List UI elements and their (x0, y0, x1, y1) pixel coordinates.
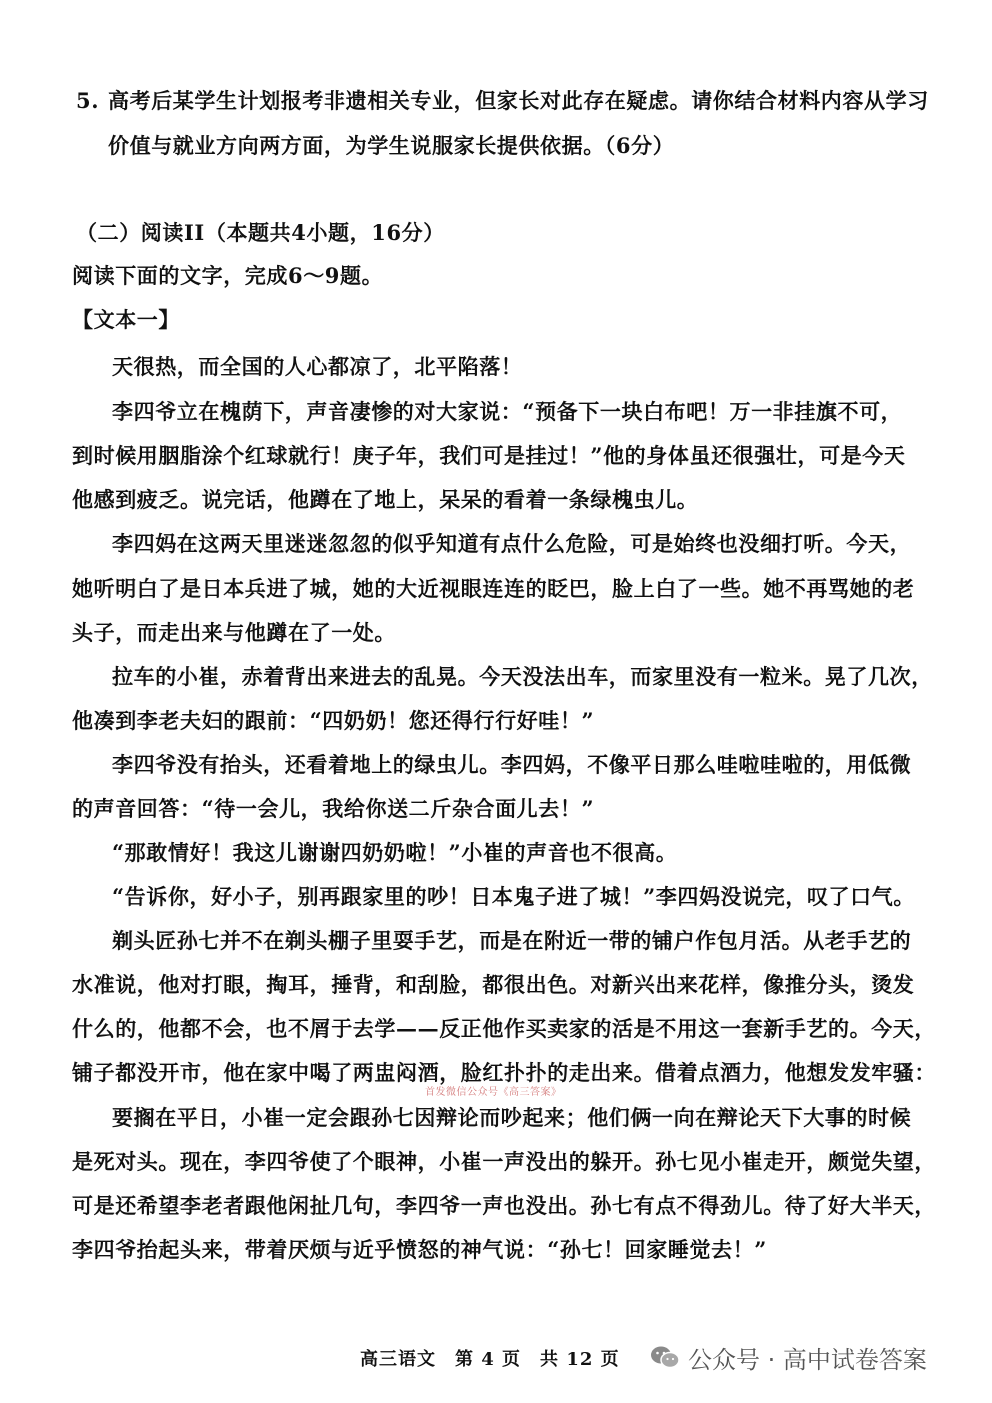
section-instruction: 阅读下面的文字，完成6～9题。 (72, 263, 384, 288)
brand-text: 公众号 · 高中试卷答案 (688, 1346, 927, 1374)
passage-line: 是死对头。现在，李四爷使了个眼神，小崔一声没出的躲开。孙七见小崔走开，颇觉失望， (72, 1149, 936, 1174)
passage-line: 李四爷没有抬头，还看着地上的绿虫儿。李四妈，不像平日那么哇啦哇啦的，用低微 (112, 752, 912, 777)
passage-line: 李四爷立在槐荫下，声音凄惨的对大家说：“预备下一块白布吧！万一非挂旗不可， (112, 399, 903, 424)
question-text-line-2: 价值与就业方向两方面，为学生说服家长提供依据。（6分） (108, 133, 675, 158)
brand-badge (650, 1340, 927, 1375)
passage-line: 李四妈在这两天里迷迷忽忽的似乎知道有点什么危险，可是始终也没细打听。今天， (112, 531, 912, 556)
question-number: 5. (76, 88, 100, 113)
passage-line: “那敢情好！我这儿谢谢四奶奶啦！”小崔的声音也不很高。 (112, 840, 678, 865)
passage-line: 要搁在平日，小崔一定会跟孙七因辩论而吵起来；他们俩一向在辩论天下大事的时候 (112, 1105, 912, 1130)
passage-line: 李四爷抬起头来，带着厌烦与近乎愤怒的神气说：“孙七！回家睡觉去！” (72, 1237, 767, 1262)
passage-line: 他感到疲乏。说完话，他蹲在了地上，呆呆的看着一条绿槐虫儿。 (72, 487, 699, 512)
question-text-line-1: 高考后某学生计划报考非遗相关专业，但家长对此存在疑虑。请你结合材料内容从学习 (108, 88, 929, 113)
passage-line: “告诉你，好小子，别再跟家里的吵！日本鬼子进了城！”李四妈没说完，叹了口气。 (112, 884, 915, 909)
watermark-text: 首发微信公众号《高三答案》 (425, 1087, 562, 1098)
passage-line: 天很热，而全国的人心都凉了，北平陷落！ (112, 354, 523, 379)
passage-line: 到时候用胭脂涂个红球就行！庚子年，我们可是挂过！”他的身体虽还很强壮，可是今天 (72, 443, 906, 468)
passage-line: 她听明白了是日本兵进了城，她的大近视眼连连的眨巴，脸上白了一些。她不再骂她的老 (72, 576, 915, 601)
passage-line: 的声音回答：“待一会儿，我给你送二斤杂合面儿去！” (72, 796, 595, 821)
text-label: 【文本一】 (72, 307, 180, 332)
passage-line: 剃头匠孙七并不在剃头棚子里耍手艺，而是在附近一带的铺户作包月活。从老手艺的 (112, 928, 912, 953)
passage-line: 铺子都没开市，他在家中喝了两盅闷酒，脸红扑扑的走出来。借着点酒力，他想发发牢骚： (72, 1060, 936, 1085)
wechat-icon (650, 1345, 680, 1371)
page-footer: 高三语文 第 4 页 共 12 页 (360, 1349, 620, 1370)
passage-line: 他凑到李老夫妇的跟前：“四奶奶！您还得行行好哇！” (72, 708, 595, 733)
passage-line: 可是还希望李老者跟他闲扯几句，李四爷一声也没出。孙七有点不得劲儿。待了好大半天， (72, 1193, 936, 1218)
section-heading: （二）阅读II（本题共4小题，16分） (76, 220, 445, 245)
passage-line: 头子，而走出来与他蹲在了一处。 (72, 620, 396, 645)
passage-line: 水准说，他对打眼，掏耳，捶背，和刮脸，都很出色。对新兴出来花样，像推分头，烫发 (72, 972, 915, 997)
passage-line: 什么的，他都不会，也不屑于去学——反正他作买卖家的活是不用这一套新手艺的。今天， (72, 1016, 936, 1041)
passage-line: 拉车的小崔，赤着背出来进去的乱晃。今天没法出车，而家里没有一粒米。晃了几次， (112, 664, 933, 689)
